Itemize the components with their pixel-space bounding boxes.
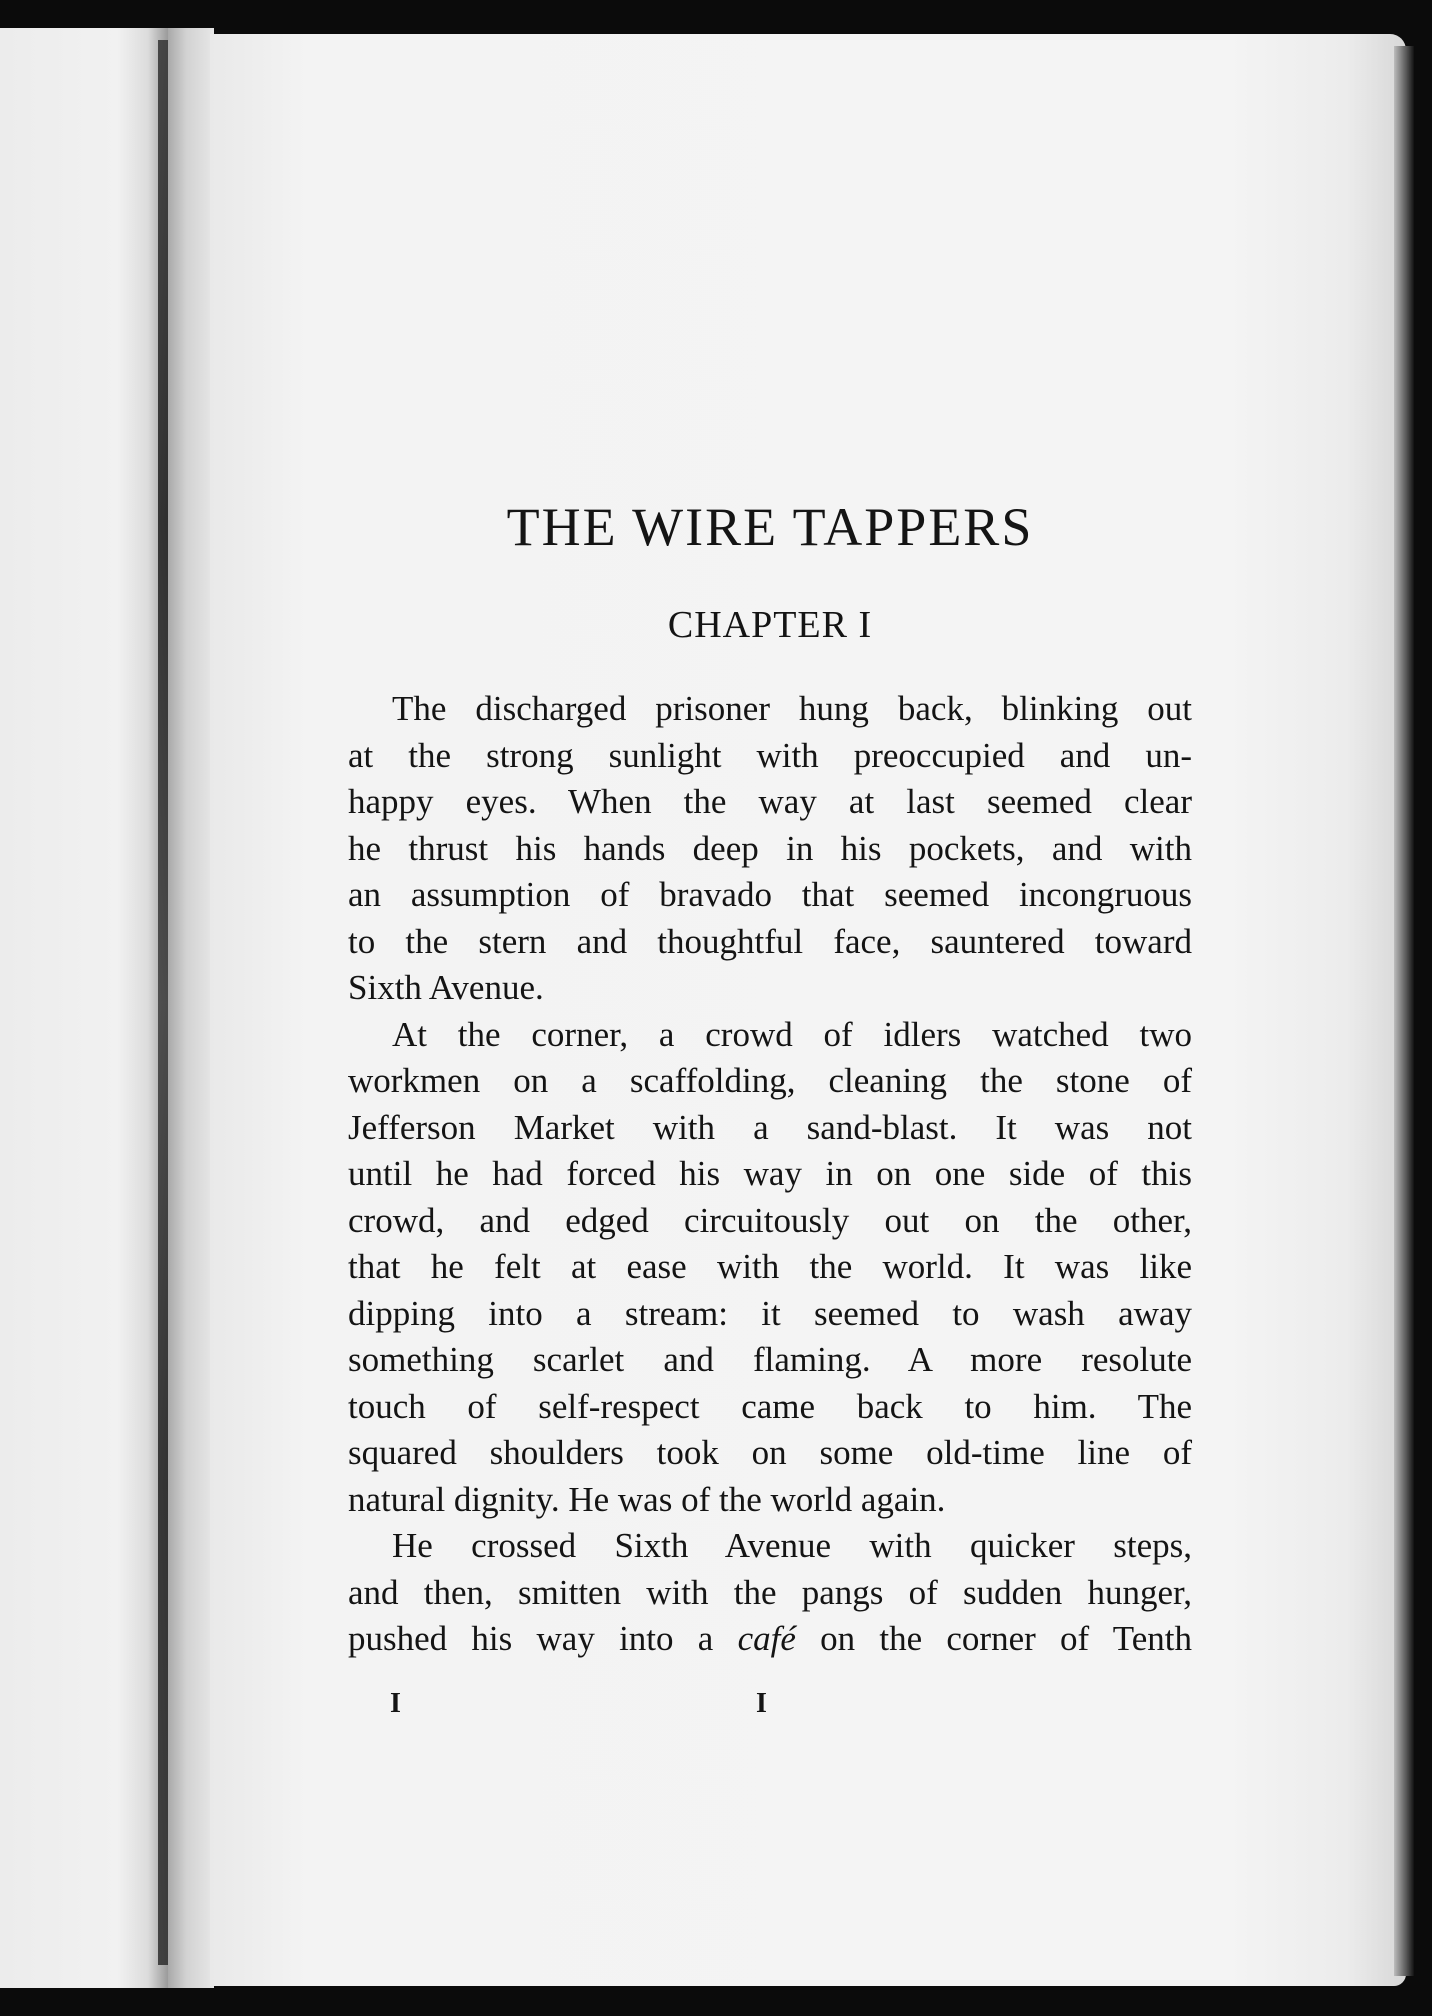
right-page-edge: [1394, 46, 1414, 1976]
text-line: until he had forced his way in on one side of this: [348, 1154, 1192, 1193]
text-line: dipping into a stream: it seemed to wash away: [348, 1293, 1192, 1333]
text-line: He crossed Sixth Avenue with quicker steps,: [392, 1526, 1192, 1565]
text-line: The discharged prisoner hung back, blinking out: [392, 689, 1192, 728]
text-line: At the corner, a crowd of idlers watched two: [392, 1014, 1192, 1054]
signature-mark: I: [390, 1688, 401, 1719]
paragraph-2: [348, 1012, 1192, 1524]
text-line-with-italic: [348, 1616, 1192, 1663]
text-line: to the stern and thoughtful face, sauntered toward: [348, 921, 1192, 961]
text-line: natural dignity. He was of the world again.: [348, 1479, 946, 1519]
page-number: I: [756, 1688, 767, 1719]
text-fragment: pushed his way into a: [348, 1619, 738, 1658]
text-fragment: on the corner of Tenth: [795, 1619, 1193, 1658]
page-footer: [348, 1690, 1192, 1730]
book-title: THE WIRE TAPPERS: [506, 497, 1034, 557]
text-line: that he felt at ease with the world. It was like: [348, 1247, 1192, 1286]
text-line: he thrust his hands deep in his pockets, and with: [348, 828, 1192, 868]
text-line: an assumption of bravado that seemed incongruous: [348, 875, 1192, 914]
spine-shadow: [168, 28, 214, 1988]
italic-word: café: [737, 1619, 796, 1658]
chapter-body: [348, 686, 1192, 1663]
paragraph-3: [348, 1523, 1192, 1663]
text-line: Jefferson Market with a sand-blast. It was not: [348, 1107, 1192, 1147]
text-line: and then, smitten with the pangs of sudden hunger,: [348, 1572, 1192, 1612]
text-line: Sixth Avenue.: [348, 968, 544, 1007]
text-line: workmen on a scaffolding, cleaning the stone of: [348, 1061, 1192, 1100]
text-line: at the strong sunlight with preoccupied and un-: [348, 735, 1192, 775]
text-line: touch of self-respect came back to him. The: [348, 1386, 1192, 1426]
text-line: squared shoulders took on some old-time line of: [348, 1433, 1192, 1472]
text-line: something scarlet and flaming. A more resolute: [348, 1340, 1192, 1379]
chapter-heading: CHAPTER I: [667, 604, 873, 646]
page-text-block: [348, 497, 1193, 1663]
left-page: [0, 28, 168, 1988]
text-line: crowd, and edged circuitously out on the other,: [348, 1200, 1192, 1240]
paragraph-1: [348, 686, 1192, 1012]
text-line: happy eyes. When the way at last seemed clear: [348, 782, 1192, 821]
